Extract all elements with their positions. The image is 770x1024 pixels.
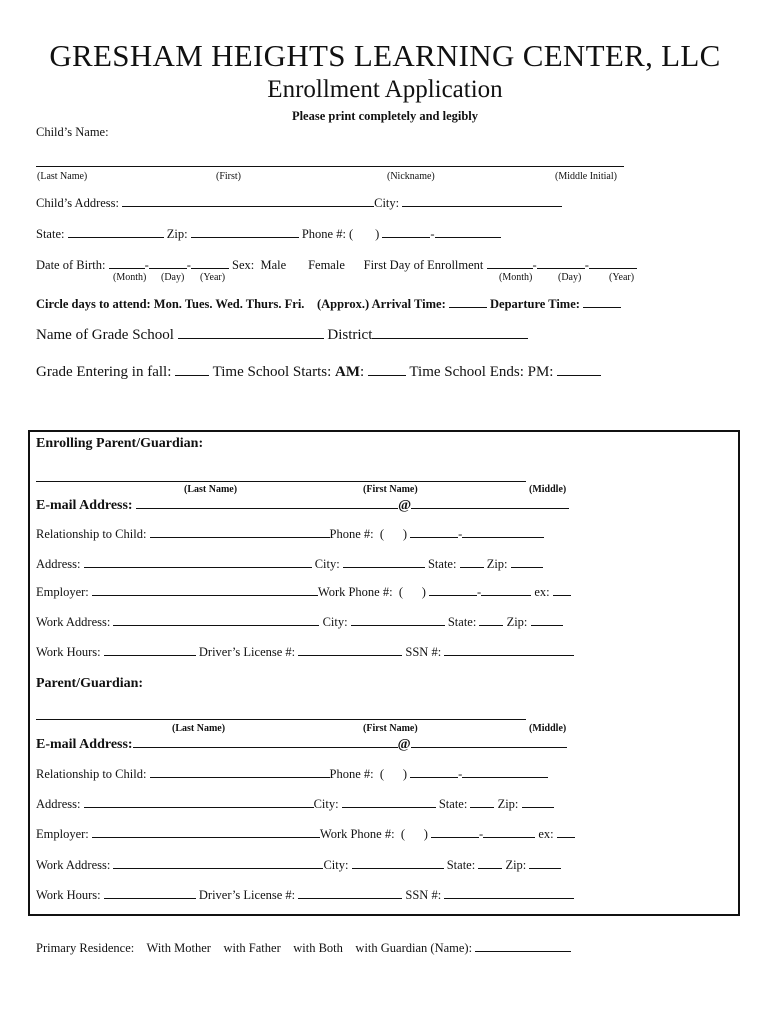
primary-residence-row [36, 940, 571, 956]
dob-label: Date of Birth: [36, 258, 106, 272]
arrival-time-field[interactable] [449, 296, 487, 308]
guardian2-work-city-field[interactable] [352, 857, 444, 869]
guardian2-relationship-label: Relationship to Child: [36, 767, 147, 781]
grade-school-row [36, 325, 528, 344]
guardian2-work-phone-label: Work Phone #: [319, 827, 395, 841]
dash-text: - [186, 258, 191, 272]
guardian2-ext-field[interactable] [557, 826, 575, 838]
guardian1-middle-caption: (Middle) [529, 484, 567, 495]
at-sign: @ [398, 498, 412, 513]
primary-residence-label: Primary Residence: [36, 941, 135, 955]
guardian2-ssn-field[interactable] [444, 887, 574, 899]
guardian2-ext-label: ex: [538, 827, 554, 841]
guardian2-employer-label: Employer: [36, 827, 89, 841]
guardian1-work-hours-field[interactable] [104, 644, 196, 656]
guardian1-work-address-label: Work Address: [36, 615, 111, 629]
attendance-row [36, 296, 621, 312]
guardian2-phone-line-field[interactable] [462, 766, 548, 778]
guardian1-city-field[interactable] [343, 556, 425, 568]
guardian2-employer-field[interactable] [92, 826, 320, 838]
paren-open-text: ( [379, 527, 385, 541]
guardian2-drivers-license-label: Driver’s License #: [198, 888, 296, 902]
guardian2-work-state-label: State: [446, 858, 476, 872]
guardian1-ssn-field[interactable] [444, 644, 574, 656]
guardian1-work-address-field[interactable] [113, 614, 319, 626]
circle-days-label[interactable]: Circle days to attend: Mon. Tues. Wed. Thurs. Fri. [36, 297, 305, 311]
guardian1-heading: Enrolling Parent/Guardian: [36, 436, 204, 451]
dob-year-caption: (Year) [200, 272, 226, 283]
child-name-label: Child’s Name: [36, 125, 109, 139]
guardian1-employer-row [36, 584, 571, 600]
departure-time-label: Departure Time: [490, 297, 580, 311]
dash-text: - [479, 827, 484, 841]
child-state-field[interactable] [68, 226, 164, 238]
guardian2-work-hours-row [36, 887, 574, 903]
guardian2-address-label: Address: [36, 797, 81, 811]
guardian2-work-zip-label: Zip: [505, 858, 527, 872]
guardian1-work-state-field[interactable] [479, 614, 503, 626]
guardian1-city-label: City: [314, 557, 340, 571]
guardian1-work-state-label: State: [447, 615, 477, 629]
guardian2-work-hours-field[interactable] [104, 887, 196, 899]
guardian1-phone-label: Phone #: [329, 527, 374, 541]
first-day-day-caption: (Day) [558, 272, 582, 283]
first-day-month-caption: (Month) [499, 272, 533, 283]
child-phone-prefix-field[interactable] [382, 226, 430, 238]
paren-close-text: ) [421, 585, 426, 599]
first-day-day-field[interactable] [537, 257, 585, 269]
guardian2-last-name-caption: (Last Name) [172, 723, 226, 734]
dash-text: - [532, 258, 537, 272]
guardian1-address-row [36, 556, 543, 572]
residence-both-option[interactable]: with Both [293, 941, 343, 955]
guardian1-first-name-caption: (First Name) [363, 484, 418, 495]
guardian2-state-label: State: [438, 797, 468, 811]
arrival-time-label: (Approx.) Arrival Time: [316, 297, 446, 311]
paren-close-text: ) [423, 827, 428, 841]
child-name-line[interactable] [36, 166, 624, 167]
sex-male-option[interactable]: Male [260, 258, 287, 272]
paren-open-text: ( [349, 227, 354, 241]
child-phone-label: Phone #: [301, 227, 346, 241]
guardian2-work-zip-field[interactable] [529, 857, 561, 869]
guardian2-address-field[interactable] [84, 796, 314, 808]
guardian1-phone-line-field[interactable] [462, 526, 544, 538]
guardian2-email-user-field[interactable] [133, 735, 398, 748]
guardian2-phone-label: Phone #: [329, 767, 374, 781]
child-middle-initial-caption: (Middle Initial) [555, 171, 617, 182]
first-day-year-field[interactable] [589, 257, 637, 269]
guardian1-ext-field[interactable] [553, 584, 571, 596]
guardian1-work-phone-line-field[interactable] [481, 584, 531, 596]
child-state-row [36, 226, 501, 242]
district-field[interactable] [372, 325, 528, 339]
guardian2-name-line[interactable] [36, 719, 526, 720]
first-day-month-field[interactable] [487, 257, 533, 269]
child-city-label: City: [374, 196, 400, 210]
guardian1-work-hours-row [36, 644, 574, 660]
guardian1-employer-label: Employer: [36, 585, 89, 599]
guardian2-work-hours-label: Work Hours: [36, 888, 101, 902]
dob-day-caption: (Day) [161, 272, 185, 283]
guardian1-state-label: State: [427, 557, 457, 571]
grade-entering-field[interactable] [175, 362, 209, 376]
child-nickname-caption: (Nickname) [387, 171, 435, 182]
district-label: District [327, 327, 373, 343]
guardian2-zip-label: Zip: [497, 797, 519, 811]
colon-text: : [360, 364, 365, 380]
guardian2-email-row [36, 735, 567, 753]
grade-school-label: Name of Grade School [36, 327, 174, 343]
guardian1-employer-field[interactable] [92, 584, 318, 596]
residence-guardian-name-field[interactable] [475, 940, 571, 952]
guardian1-work-phone-label: Work Phone #: [317, 585, 393, 599]
guardian2-employer-row [36, 826, 575, 842]
child-state-label: State: [36, 227, 65, 241]
at-sign: @ [397, 737, 411, 752]
sex-female-option[interactable]: Female [308, 258, 345, 272]
form-instruction: Please print completely and legibly [291, 109, 479, 123]
paren-open-text: ( [398, 585, 403, 599]
guardian2-email-label: E-mail Address: [36, 737, 133, 752]
dash-text: - [584, 258, 589, 272]
sex-label: Sex: [232, 258, 255, 272]
guardian1-relationship-row [36, 526, 544, 542]
child-zip-field[interactable] [191, 226, 299, 238]
guardian1-work-city-field[interactable] [351, 614, 445, 626]
grade-entering-row [36, 362, 601, 381]
guardian2-city-label: City: [313, 797, 339, 811]
residence-father-option[interactable]: with Father [223, 941, 281, 955]
guardian1-phone-prefix-field[interactable] [410, 526, 458, 538]
form-title: GRESHAM HEIGHTS LEARNING CENTER, LLC [49, 38, 721, 73]
guardian1-drivers-license-field[interactable] [298, 644, 402, 656]
dob-year-field[interactable] [191, 257, 229, 269]
guardian1-email-domain-field[interactable] [411, 496, 569, 509]
child-city-field[interactable] [402, 195, 562, 207]
guardian2-middle-caption: (Middle) [529, 723, 567, 734]
paren-open-text: ( [400, 827, 405, 841]
guardian2-ssn-label: SSN #: [405, 888, 442, 902]
guardian2-heading: Parent/Guardian: [36, 676, 144, 691]
residence-guardian-option[interactable]: with Guardian (Name): [355, 941, 473, 955]
guardian1-work-city-label: City: [322, 615, 348, 629]
paren-close-text: ) [402, 767, 407, 781]
school-starts-label: Time School Starts: [212, 364, 332, 380]
guardian2-phone-prefix-field[interactable] [410, 766, 458, 778]
paren-close-text: ) [402, 527, 407, 541]
guardian1-zip-label: Zip: [486, 557, 508, 571]
child-last-name-caption: (Last Name) [37, 171, 88, 182]
dash-text: - [477, 585, 482, 599]
dash-text: - [144, 258, 149, 272]
guardian2-work-city-label: City: [323, 858, 349, 872]
guardian2-relationship-field[interactable] [150, 766, 330, 778]
residence-mother-option[interactable]: With Mother [146, 941, 211, 955]
child-zip-label: Zip: [166, 227, 188, 241]
dash-text: - [458, 767, 463, 781]
dash-text: - [458, 527, 463, 541]
guardian1-state-field[interactable] [460, 556, 484, 568]
guardian2-work-address-label: Work Address: [36, 858, 111, 872]
guardian1-email-row [36, 496, 569, 514]
form-subtitle: Enrollment Application [267, 76, 503, 103]
child-address-field[interactable] [122, 195, 374, 207]
guardian1-drivers-license-label: Driver’s License #: [198, 645, 296, 659]
guardian1-work-phone-prefix-field[interactable] [429, 584, 477, 596]
guardian1-work-address-row [36, 614, 563, 630]
school-ends-label: Time School Ends: PM: [409, 364, 554, 380]
dob-month-field[interactable] [109, 257, 145, 269]
guardian1-work-zip-field[interactable] [531, 614, 563, 626]
child-address-label: Child’s Address: [36, 196, 119, 210]
guardian1-ssn-label: SSN #: [405, 645, 442, 659]
guardian1-email-user-field[interactable] [136, 496, 398, 509]
guardian1-address-field[interactable] [84, 556, 312, 568]
guardian1-email-label: E-mail Address: [36, 498, 133, 513]
guardian2-work-phone-prefix-field[interactable] [431, 826, 479, 838]
guardian2-work-state-field[interactable] [478, 857, 502, 869]
guardian2-work-phone-line-field[interactable] [483, 826, 535, 838]
first-day-label: First Day of Enrollment [363, 258, 484, 272]
grade-entering-label: Grade Entering in fall: [36, 364, 172, 380]
departure-time-field[interactable] [583, 296, 621, 308]
guardian2-city-field[interactable] [342, 796, 436, 808]
dob-month-caption: (Month) [113, 272, 147, 283]
guardian1-relationship-field[interactable] [150, 526, 330, 538]
dob-day-field[interactable] [149, 257, 187, 269]
guardian2-email-domain-field[interactable] [411, 735, 567, 748]
first-day-year-caption: (Year) [609, 272, 635, 283]
dash-text: - [430, 227, 435, 241]
guardian2-first-name-caption: (First Name) [363, 723, 418, 734]
child-dob-row [36, 257, 637, 273]
guardian2-state-field[interactable] [470, 796, 494, 808]
grade-school-field[interactable] [178, 325, 324, 339]
guardian1-address-label: Address: [36, 557, 81, 571]
child-first-name-caption: (First) [216, 171, 241, 182]
guardian2-work-address-field[interactable] [113, 857, 323, 869]
child-phone-line-field[interactable] [435, 226, 501, 238]
guardian2-relationship-row [36, 766, 548, 782]
guardian2-work-address-row [36, 857, 561, 873]
guardian1-work-zip-label: Zip: [506, 615, 528, 629]
paren-close-text: ) [375, 227, 380, 241]
guardian1-work-hours-label: Work Hours: [36, 645, 101, 659]
guardian1-last-name-caption: (Last Name) [184, 484, 238, 495]
guardian2-address-row [36, 796, 554, 812]
guardian1-ext-label: ex: [534, 585, 550, 599]
school-ends-field[interactable] [557, 362, 601, 376]
guardian1-name-line[interactable] [36, 481, 526, 482]
paren-open-text: ( [379, 767, 385, 781]
am-label: AM [335, 364, 360, 380]
guardian1-relationship-label: Relationship to Child: [36, 527, 147, 541]
school-starts-field[interactable] [368, 362, 406, 376]
child-address-row [36, 195, 562, 211]
guardian1-zip-field[interactable] [511, 556, 543, 568]
guardian2-drivers-license-field[interactable] [298, 887, 402, 899]
guardian2-zip-field[interactable] [522, 796, 554, 808]
